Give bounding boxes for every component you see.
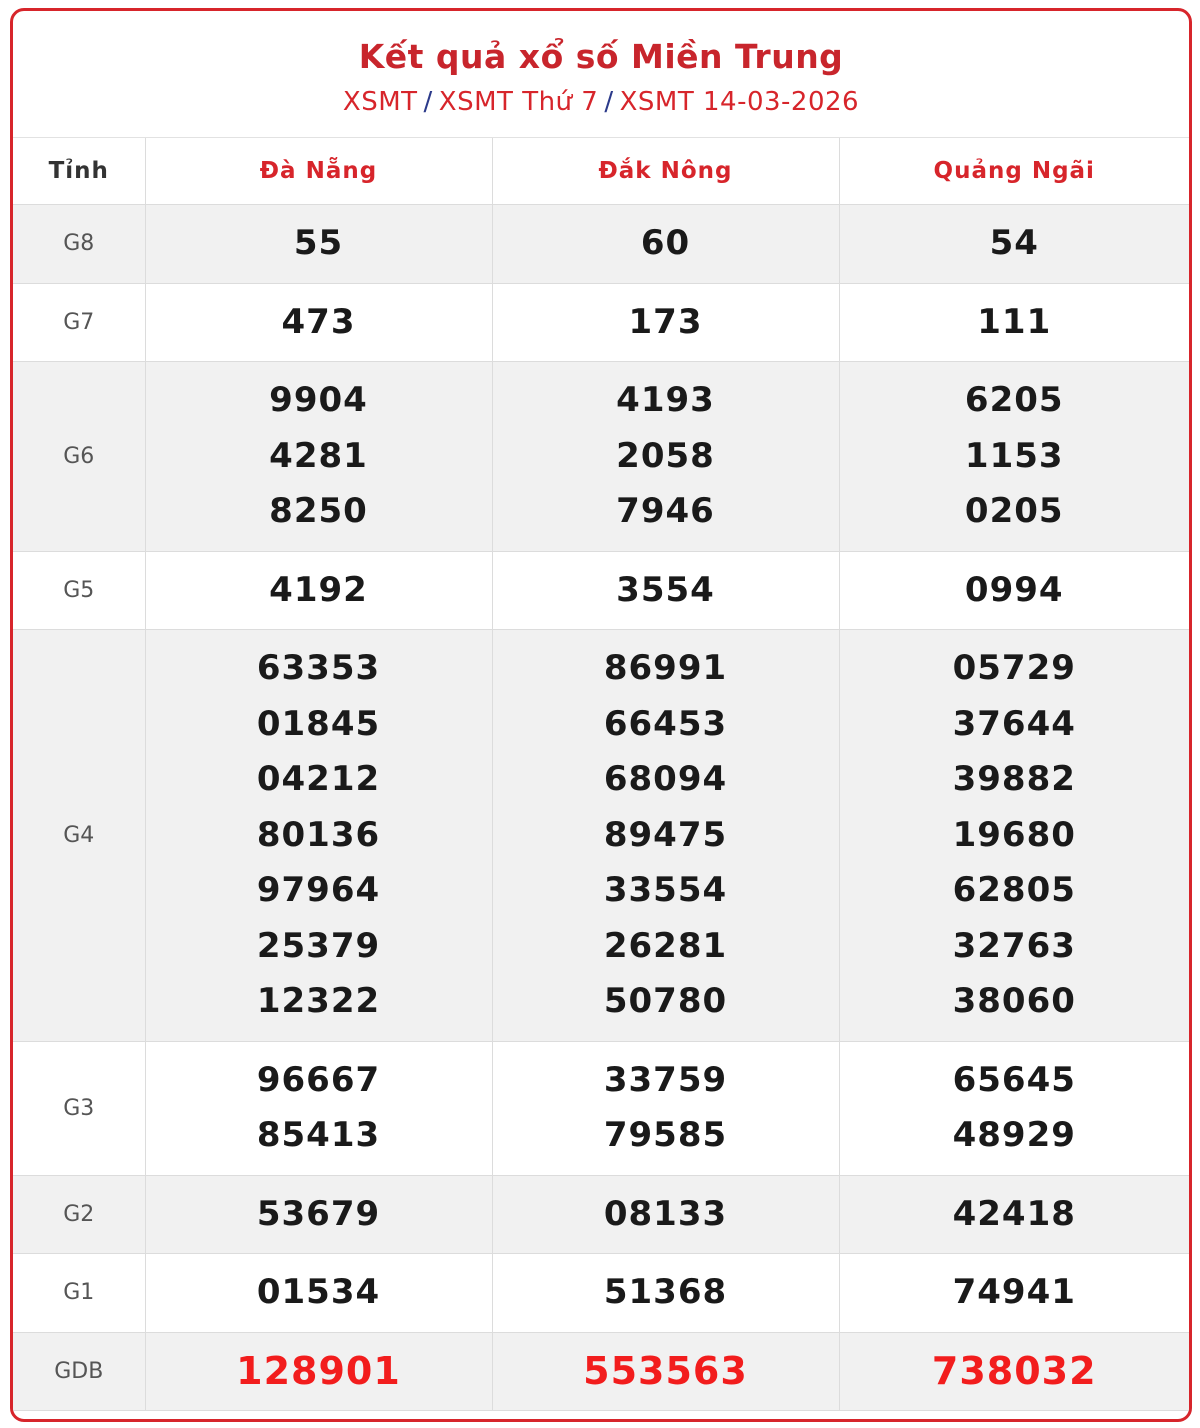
prize-number: 33554 [603, 870, 728, 910]
result-cell-dak-nong [492, 283, 839, 362]
result-cell-quang-ngai [839, 551, 1189, 630]
prize-number: 38060 [952, 981, 1076, 1021]
prize-number: 42418 [952, 1193, 1076, 1234]
result-cell-quang-ngai [839, 205, 1189, 284]
prize-row-gdb [13, 1332, 1189, 1411]
prize-number: 2058 [616, 435, 715, 476]
prize-number: 473 [281, 301, 356, 342]
prize-number: 37644 [952, 703, 1076, 744]
result-cell-quang-ngai [839, 283, 1189, 362]
result-cell-quang-ngai [839, 1175, 1189, 1254]
breadcrumb-xsmt[interactable]: XSMT [342, 87, 418, 117]
result-cell-dak-nong [492, 551, 839, 630]
result-cell-da-nang [145, 283, 492, 362]
special-prize-number: 553563 [583, 1348, 748, 1393]
breadcrumb-xsmt-date[interactable]: XSMT 14-03-2026 [619, 87, 860, 117]
result-cell-da-nang [145, 630, 492, 1042]
result-cell-da-nang [145, 1332, 492, 1411]
prize-label: G7 [13, 283, 145, 362]
prize-label: G2 [13, 1175, 145, 1254]
prize-row-g2 [13, 1175, 1189, 1254]
prize-number: 0205 [964, 491, 1064, 531]
prize-row-g3 [13, 1041, 1189, 1175]
prize-number: 85413 [256, 1115, 381, 1155]
page-title: Kết quả xổ số Miền Trung [358, 37, 844, 76]
prize-number: 19680 [952, 814, 1076, 855]
prize-number: 1153 [964, 435, 1064, 476]
prize-number: 04212 [256, 759, 381, 799]
prize-row-g4 [13, 630, 1189, 1042]
prize-number: 79585 [603, 1115, 728, 1155]
prize-number: 0994 [964, 569, 1064, 610]
province-dak-nong[interactable]: Đắk Nông [492, 138, 839, 205]
prize-row-g8 [13, 205, 1189, 284]
prize-label: G1 [13, 1254, 145, 1333]
result-cell-dak-nong [492, 1254, 839, 1333]
prize-number: 8250 [269, 491, 368, 531]
result-cell-quang-ngai [839, 1332, 1189, 1411]
prize-number: 4192 [269, 569, 368, 610]
prize-number: 05729 [952, 648, 1076, 688]
prize-number: 48929 [952, 1115, 1076, 1155]
prize-number: 3554 [616, 569, 715, 610]
prize-number: 97964 [256, 870, 381, 910]
prize-row-g1 [13, 1254, 1189, 1333]
breadcrumb-separator: / [423, 87, 433, 117]
result-cell-da-nang [145, 1254, 492, 1333]
result-cell-da-nang [145, 551, 492, 630]
prize-number: 111 [977, 301, 1052, 342]
province-da-nang[interactable]: Đà Nẵng [145, 138, 492, 205]
prize-row-g5 [13, 551, 1189, 630]
prize-number: 89475 [603, 814, 728, 855]
prize-number: 32763 [952, 925, 1076, 966]
result-cell-da-nang [145, 1041, 492, 1175]
result-cell-da-nang [145, 205, 492, 284]
prize-label: G4 [13, 630, 145, 1042]
prize-number: 54 [989, 223, 1039, 263]
prize-number: 96667 [256, 1059, 381, 1100]
result-cell-quang-ngai [839, 362, 1189, 552]
results-header [13, 11, 1189, 138]
prize-number: 26281 [603, 925, 728, 966]
prize-number: 53679 [256, 1193, 381, 1234]
prize-number: 80136 [256, 814, 381, 855]
prize-number: 86991 [603, 648, 728, 688]
prize-label: G5 [13, 551, 145, 630]
prize-number: 01534 [256, 1272, 381, 1312]
result-cell-quang-ngai [839, 1254, 1189, 1333]
prize-number: 68094 [603, 759, 728, 799]
result-cell-dak-nong [492, 205, 839, 284]
prize-number: 173 [628, 301, 703, 342]
prize-label: G3 [13, 1041, 145, 1175]
result-cell-dak-nong [492, 630, 839, 1042]
special-prize-number: 128901 [236, 1348, 401, 1393]
results-card [10, 8, 1192, 1422]
prize-number: 4281 [269, 435, 368, 476]
prize-number: 51368 [603, 1272, 728, 1312]
table-header-row [13, 138, 1189, 205]
prize-number: 62805 [952, 870, 1076, 910]
result-cell-quang-ngai [839, 630, 1189, 1042]
prize-number: 55 [293, 223, 344, 263]
prize-number: 66453 [603, 703, 728, 744]
results-table [13, 138, 1189, 1411]
prize-number: 33759 [603, 1059, 728, 1100]
result-cell-dak-nong [492, 1175, 839, 1254]
result-cell-da-nang [145, 362, 492, 552]
breadcrumb-separator: / [604, 87, 614, 117]
breadcrumb [13, 85, 1189, 119]
prize-row-g6 [13, 362, 1189, 552]
province-quang-ngai[interactable]: Quảng Ngãi [839, 138, 1189, 205]
prize-label: G8 [13, 205, 145, 284]
result-cell-dak-nong [492, 362, 839, 552]
prize-number: 63353 [256, 648, 381, 688]
prize-number: 12322 [256, 981, 381, 1021]
prize-rows [13, 205, 1189, 1411]
breadcrumb-xsmt-thu-7[interactable]: XSMT Thứ 7 [438, 87, 599, 117]
prize-number: 50780 [603, 981, 728, 1021]
prize-number: 74941 [952, 1272, 1076, 1312]
result-cell-dak-nong [492, 1041, 839, 1175]
prize-label: G6 [13, 362, 145, 552]
result-cell-dak-nong [492, 1332, 839, 1411]
prize-number: 6205 [964, 380, 1064, 420]
prize-number: 08133 [603, 1193, 728, 1234]
prize-label: GDB [13, 1332, 145, 1411]
prize-number: 25379 [256, 925, 381, 966]
prize-number: 39882 [952, 759, 1076, 799]
prize-number: 60 [640, 223, 691, 263]
prize-number: 01845 [256, 703, 381, 744]
special-prize-number: 738032 [931, 1348, 1097, 1393]
prize-number: 65645 [952, 1059, 1076, 1100]
prize-number: 9904 [269, 380, 368, 420]
prize-number: 7946 [616, 491, 715, 531]
prize-row-g7 [13, 283, 1189, 362]
column-header-tinh: Tỉnh [13, 138, 145, 205]
result-cell-quang-ngai [839, 1041, 1189, 1175]
prize-number: 4193 [616, 380, 715, 420]
result-cell-da-nang [145, 1175, 492, 1254]
